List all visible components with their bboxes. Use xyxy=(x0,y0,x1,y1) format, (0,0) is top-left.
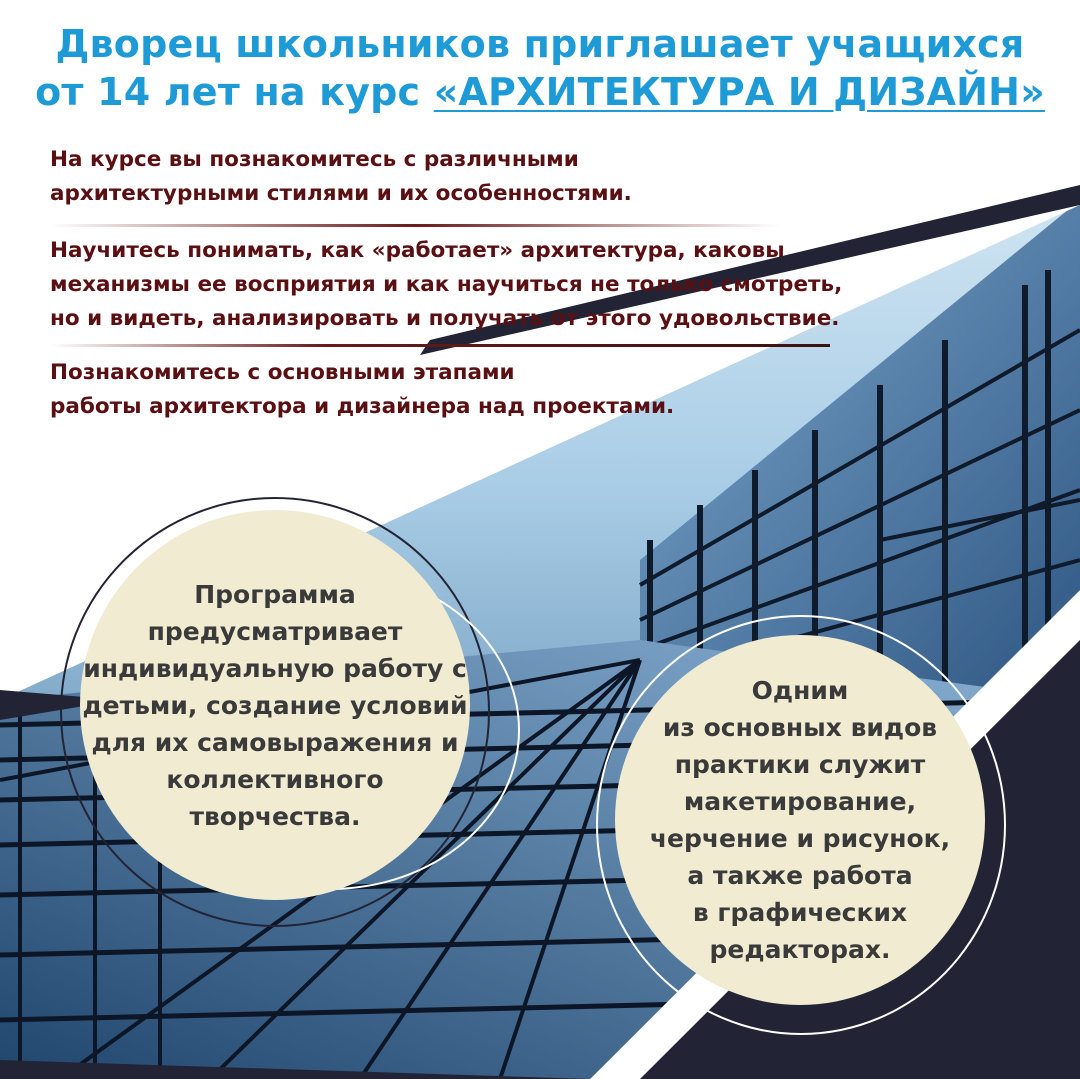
paragraph-line: архитектурными стилями и их особенностями. xyxy=(50,181,632,206)
circle-line: Программа xyxy=(194,579,356,609)
circle-line: индивидуальную работу с xyxy=(83,653,467,683)
right-info-circle xyxy=(615,635,985,1005)
circle-line: творчества. xyxy=(189,801,361,831)
paragraph-line: работы архитектора и дизайнера над проектами. xyxy=(50,394,675,419)
circle-line: из основных видов xyxy=(662,713,938,742)
paragraph-styles xyxy=(50,143,632,211)
right-circle-text xyxy=(650,672,950,968)
circle-line: макетирование, xyxy=(683,787,917,816)
circle-line: черчение и рисунок, xyxy=(649,824,951,853)
circle-line: предусматривает xyxy=(147,616,403,646)
headline xyxy=(0,20,1080,116)
circle-line: а также работа xyxy=(687,861,913,890)
course-name: «АРХИТЕКТУРА И ДИЗАЙН» xyxy=(433,70,1045,114)
circle-line: для их самовыражения и xyxy=(91,727,459,757)
paragraph-stages xyxy=(50,356,674,424)
circle-line: коллективного xyxy=(166,764,384,794)
divider-2 xyxy=(50,344,830,347)
paragraph-line: Научитесь понимать, как «работает» архитектура, каковы xyxy=(50,238,785,263)
headline-prefix: от 14 лет на курс xyxy=(35,70,434,114)
circle-line: практики служит xyxy=(674,750,926,779)
headline-line-2 xyxy=(0,68,1080,116)
paragraph-understanding xyxy=(50,234,842,336)
paragraph-line: Познакомитесь с основными этапами xyxy=(50,360,515,385)
paragraph-line: На курсе вы познакомитесь с различными xyxy=(50,147,579,172)
circle-line: детьми, создание условий xyxy=(82,690,468,720)
circle-line: в графических xyxy=(692,898,908,927)
left-info-circle xyxy=(80,510,470,900)
headline-line-1: Дворец школьников приглашает учащихся xyxy=(55,22,1025,66)
paragraph-line: механизмы ее восприятия и как научиться не только смотреть, xyxy=(50,272,843,297)
left-circle-text xyxy=(82,576,467,835)
circle-line: редакторах. xyxy=(709,935,891,964)
paragraph-line: но и видеть, анализировать и получать от этого удовольствие. xyxy=(50,306,840,331)
divider-1 xyxy=(50,224,780,227)
circle-line: Одним xyxy=(751,676,849,705)
